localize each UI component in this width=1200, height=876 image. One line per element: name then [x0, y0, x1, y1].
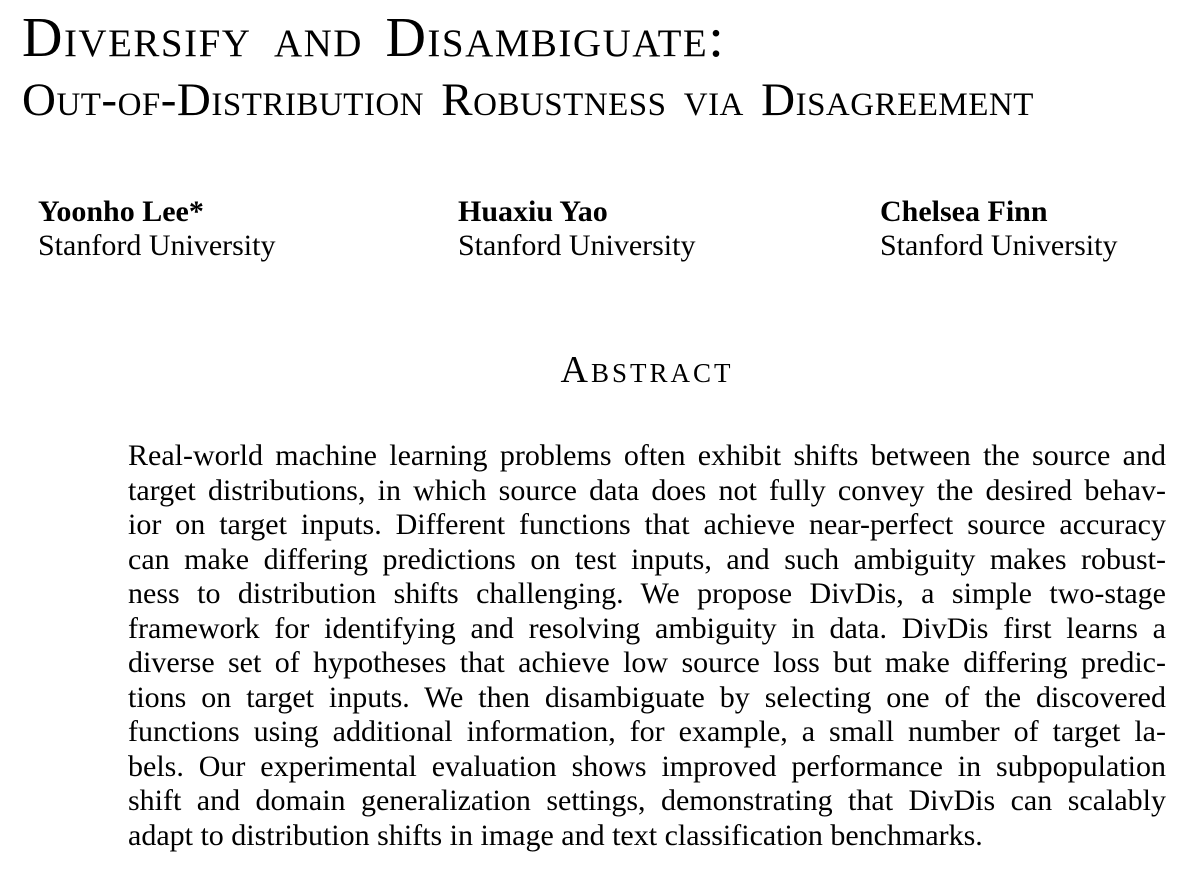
abstract-line: target distributions, in which source data does not fully convey the desired behav-	[128, 473, 1166, 507]
author-affiliation: Stanford University	[458, 229, 696, 262]
author-name	[458, 195, 695, 229]
footnote-asterisk: *	[188, 195, 204, 228]
abstract-line: shift and domain generalization settings, demonstrating that DivDis can scalably	[128, 784, 1166, 817]
abstract-line: ior on target inputs. Different functions that achieve near-perfect source accuracy	[128, 508, 1166, 541]
paper-title-line-1: Diversify and Disambiguate:	[22, 7, 726, 69]
abstract-line: ness to distribution shifts challenging. We propose DivDis, a simple two-stage	[128, 577, 1166, 610]
abstract-line: bels. Our experimental evaluation shows improved performance in subpopulation	[128, 749, 1166, 783]
abstract-body	[128, 439, 1166, 853]
author-name-text: Yoonho Lee	[38, 195, 189, 228]
author-name-text: Chelsea Finn	[880, 195, 1048, 228]
abstract-line: Real-world machine learning problems often exhibit shifts between the source and	[128, 439, 1166, 472]
abstract-line: functions using additional information, for example, a small number of target la-	[128, 715, 1166, 748]
abstract-heading: Abstract	[560, 349, 734, 391]
author-name-text: Huaxiu Yao	[458, 195, 608, 228]
author-affiliation: Stanford University	[38, 229, 276, 262]
author-entry-1	[38, 195, 275, 263]
abstract-line: tions on target inputs. We then disambiguate by selecting one of the discovered	[128, 680, 1166, 714]
abstract-line: diverse set of hypotheses that achieve low source loss but make differing predic-	[128, 646, 1166, 679]
paper-title-line-2: Out-of-Distribution Robustness via Disagreement	[22, 74, 1034, 126]
author-block	[0, 195, 1200, 265]
author-name	[880, 195, 1117, 229]
author-entry-3	[880, 195, 1117, 263]
author-affiliation: Stanford University	[880, 229, 1118, 262]
abstract-line: adapt to distribution shifts in image and text classification benchmarks.	[128, 818, 983, 852]
author-entry-2	[458, 195, 695, 263]
abstract-line: framework for identifying and resolving ambiguity in data. DivDis first learns a	[128, 611, 1166, 645]
author-name	[38, 195, 275, 229]
abstract-line: can make differing predictions on test inputs, and such ambiguity makes robust-	[128, 542, 1166, 576]
